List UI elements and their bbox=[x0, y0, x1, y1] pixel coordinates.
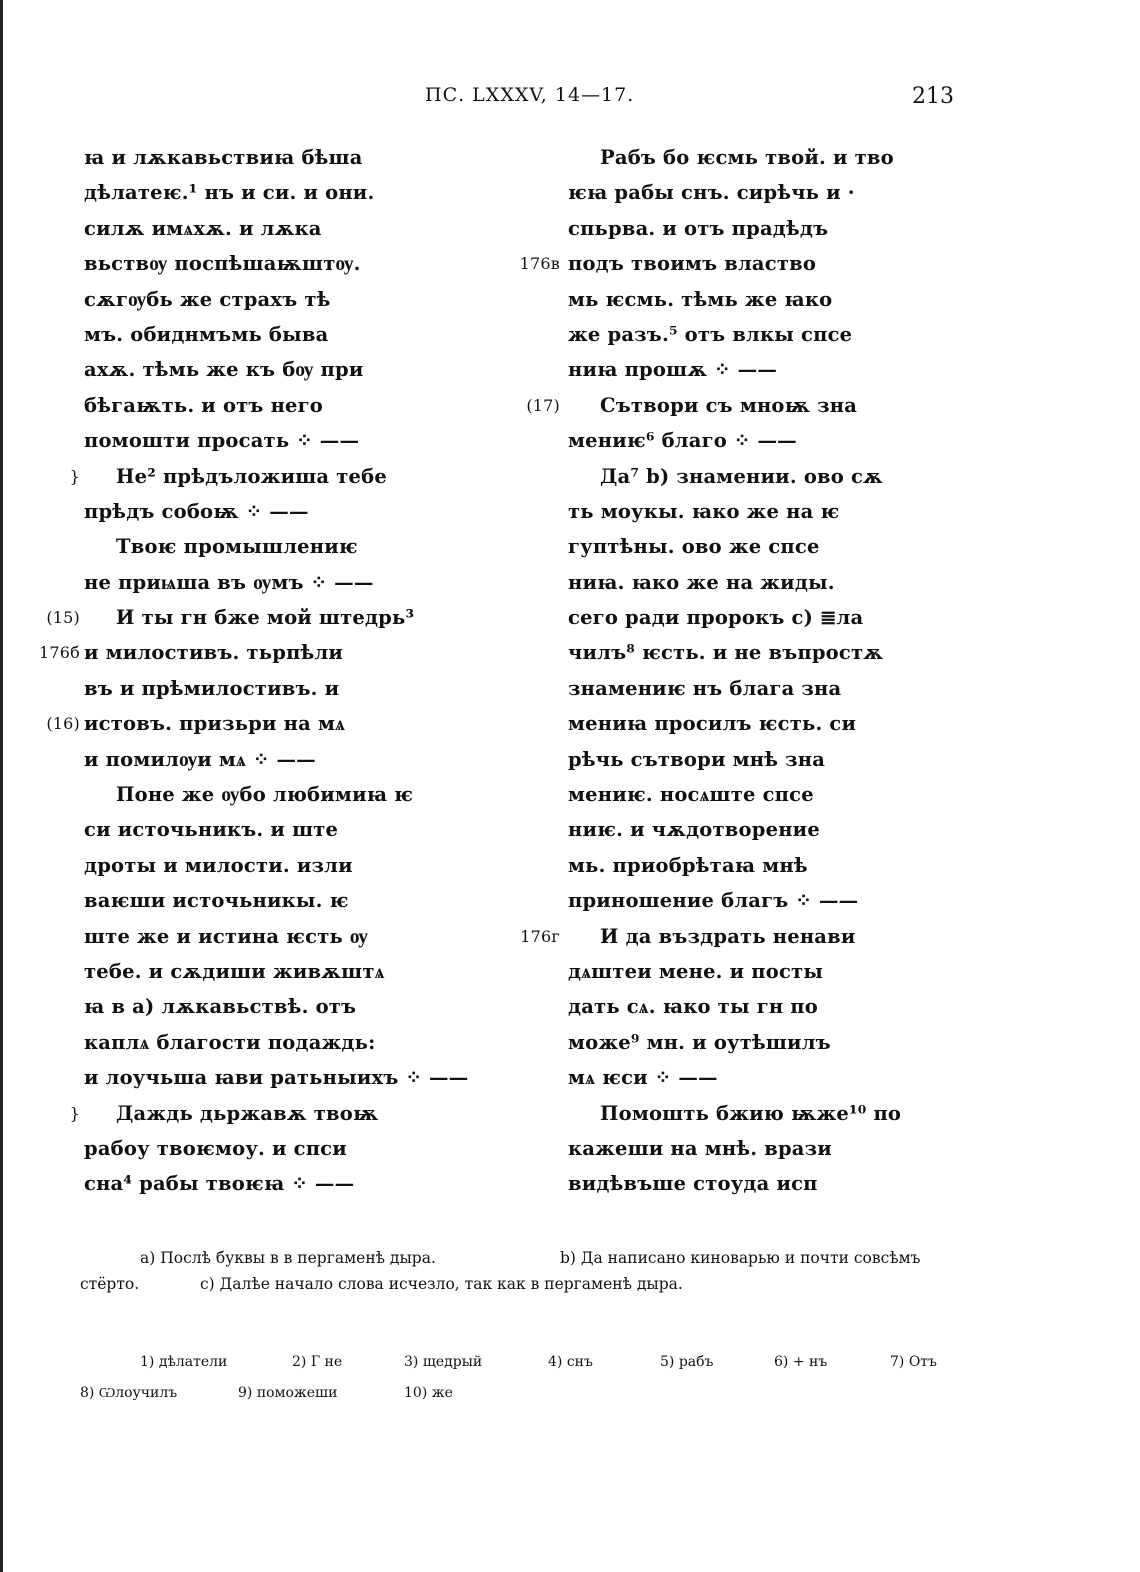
line-text: дроты и милости. изли bbox=[84, 853, 353, 877]
margin-marker: 176б bbox=[39, 643, 80, 663]
left-column-line bbox=[84, 246, 464, 281]
line-text: ꙗ и лѫкавьствиꙗ бѣша bbox=[84, 146, 363, 169]
right-column-line bbox=[520, 919, 908, 954]
line-text: видѣвъше стоуда исп bbox=[568, 1172, 818, 1196]
right-column-line bbox=[568, 317, 908, 352]
page-header bbox=[0, 84, 1140, 114]
left-column-line bbox=[84, 1025, 464, 1060]
right-column-line bbox=[568, 352, 908, 387]
running-title: ПС. LXXXV, 14—17. bbox=[425, 84, 635, 106]
right-column-line bbox=[568, 423, 908, 458]
line-text: може⁹ мн. и оутѣшилъ bbox=[568, 1030, 831, 1054]
line-text: ваѥши источьникы. ѥ bbox=[84, 889, 349, 913]
line-text: Рабъ бо ѥсмь твой. и тво bbox=[600, 146, 894, 169]
variant-5: 5) рабъ bbox=[660, 1354, 714, 1370]
line-text: ште же и истина ѥсть ѹ bbox=[84, 924, 369, 948]
line-text: вьствѹ поспѣшаѭштѹ. bbox=[84, 252, 361, 276]
footnote-b: b) Да написано киноварью и почти совсѣмъ bbox=[560, 1249, 921, 1267]
left-column-line bbox=[84, 883, 464, 918]
left-column-line bbox=[46, 706, 464, 741]
margin-marker: (17) bbox=[526, 395, 560, 415]
line-text: Сътвори съ мноѭ зна bbox=[600, 393, 858, 417]
line-text: Да⁷ b) знамении. ово сѫ bbox=[600, 464, 883, 488]
footnote-c: c) Далѣе начало слова исчезло, так как в пергаменѣ дыра. bbox=[200, 1275, 683, 1293]
right-column-line bbox=[568, 706, 908, 741]
left-column-line bbox=[84, 812, 464, 847]
line-text: И да въздрать ненави bbox=[600, 924, 856, 948]
left-column-line bbox=[84, 140, 464, 175]
line-text: и лоучьша ꙗви ратьныихъ ⁘ —— bbox=[84, 1066, 469, 1090]
left-column-line bbox=[84, 989, 464, 1024]
left-text-column bbox=[39, 140, 469, 1202]
line-text: ниꙗ прошѫ ⁘ —— bbox=[568, 358, 778, 382]
left-column-line bbox=[84, 282, 464, 317]
right-column-line bbox=[568, 494, 908, 529]
left-column-line bbox=[69, 1096, 464, 1131]
line-text: помошти просать ⁘ —— bbox=[84, 429, 360, 453]
right-text-column bbox=[519, 140, 908, 1202]
right-column-line bbox=[526, 388, 908, 423]
line-text: ѥꙗ рабы снъ. сирѣчь и · bbox=[568, 181, 855, 205]
line-text: мъ. обиднмъмь быва bbox=[84, 322, 329, 346]
right-column-line bbox=[568, 848, 908, 883]
variant-8: 8) Ѡлоучилъ bbox=[80, 1385, 178, 1401]
right-column-line bbox=[568, 282, 908, 317]
line-text: ниѥ. и чѫдотворение bbox=[568, 818, 820, 842]
line-text: же разъ.⁵ отъ влкы спсе bbox=[568, 322, 853, 346]
left-column-line bbox=[84, 919, 464, 954]
line-text: прѣдъ собоѭ ⁘ —— bbox=[84, 499, 309, 523]
line-text: бѣгаѭть. и отъ него bbox=[84, 393, 324, 417]
line-text: ниꙗ. ꙗко же на жиды. bbox=[568, 570, 835, 594]
line-text: сна⁴ рабы твоѥꙗ ⁘ —— bbox=[84, 1172, 355, 1196]
left-column-line bbox=[84, 423, 464, 458]
right-column-line bbox=[568, 175, 908, 210]
variant-3: 3) щедрый bbox=[404, 1354, 483, 1370]
line-text: не приѩша въ ѹмъ ⁘ —— bbox=[84, 570, 374, 594]
left-column-line bbox=[84, 1060, 469, 1095]
line-text: и помилѹи мѧ ⁘ —— bbox=[84, 747, 316, 771]
left-column-line bbox=[84, 388, 464, 423]
footnote-a: a) Послѣ буквы в в пергаменѣ дыра. bbox=[140, 1249, 436, 1267]
line-text: тебе. и сѫдиши живѫштѧ bbox=[84, 959, 385, 983]
left-column-line bbox=[84, 529, 464, 564]
line-text: мѧ ѥси ⁘ —— bbox=[568, 1066, 718, 1090]
left-column-line bbox=[84, 317, 464, 352]
margin-marker: (15) bbox=[46, 608, 80, 628]
line-text: и милостивъ. тьрпѣли bbox=[84, 641, 344, 665]
left-column-line bbox=[84, 175, 464, 210]
line-text: ахѫ. тѣмь же къ бѹ при bbox=[84, 358, 364, 382]
right-column-line bbox=[568, 777, 908, 812]
left-column-line bbox=[46, 600, 464, 635]
line-text: мениѥ⁶ благо ⁘ —— bbox=[568, 429, 797, 453]
line-text: Даждь дьржавѫ твоѭ bbox=[116, 1101, 379, 1125]
right-column-line bbox=[568, 989, 908, 1024]
line-text: си источьникъ. и ште bbox=[84, 818, 339, 842]
variant-10: 10) же bbox=[404, 1385, 453, 1401]
line-text: рѣчь сътвори мнѣ зна bbox=[568, 747, 826, 771]
line-text: истовъ. призьри на мѧ bbox=[84, 712, 346, 736]
left-column-line bbox=[84, 211, 464, 246]
right-column-line bbox=[568, 529, 908, 564]
line-text: дать сѧ. ꙗко ты гн по bbox=[568, 995, 818, 1019]
right-column-line bbox=[568, 600, 908, 635]
right-column-line bbox=[568, 742, 908, 777]
right-column-line bbox=[568, 1131, 908, 1166]
line-text: дѣлатеѥ.¹ нъ и си. и они. bbox=[84, 181, 375, 205]
line-text: подъ твоимъ властво bbox=[568, 252, 817, 276]
line-text: сего ради пророкъ c) ≣ла bbox=[568, 606, 864, 630]
left-column-line bbox=[39, 635, 464, 670]
right-column-line bbox=[568, 1060, 908, 1095]
variant-7: 7) Отъ bbox=[890, 1354, 937, 1370]
line-text: силѫ имѧхѫ. и лѫка bbox=[84, 216, 322, 240]
line-text: ꙗ в а) лѫкавьствѣ. отъ bbox=[84, 995, 357, 1019]
line-text: приношение благъ ⁘ —— bbox=[568, 889, 859, 913]
page-number: 213 bbox=[912, 84, 954, 109]
right-column-line bbox=[568, 812, 908, 847]
margin-marker: } bbox=[69, 466, 80, 486]
line-text: каплѧ благости подаждь: bbox=[84, 1030, 376, 1054]
margin-marker: } bbox=[69, 1103, 80, 1123]
variant-2: 2) Г не bbox=[292, 1354, 343, 1370]
right-column-line bbox=[568, 883, 908, 918]
line-text: И ты гн бже мой штедрь³ bbox=[116, 606, 415, 630]
variant-4: 4) снъ bbox=[548, 1354, 593, 1370]
left-column-line bbox=[69, 459, 464, 494]
right-column-line bbox=[519, 246, 908, 281]
left-column-line bbox=[84, 1131, 464, 1166]
line-text: знамениѥ нъ блага зна bbox=[568, 676, 842, 700]
left-column-line bbox=[84, 494, 464, 529]
variant-6: 6) + нъ bbox=[774, 1354, 828, 1370]
line-text: сѫгѹбь же страхъ тѣ bbox=[84, 287, 331, 311]
left-column-line bbox=[84, 848, 464, 883]
line-text: Не² прѣдъложиша тебе bbox=[116, 464, 387, 488]
right-column-line bbox=[568, 1096, 908, 1131]
line-text: мениѥ. носѧште спсе bbox=[568, 783, 814, 807]
line-text: Помошть бжию ѭже¹⁰ по bbox=[600, 1101, 902, 1125]
line-text: гуптѣны. ово же спсе bbox=[568, 535, 820, 559]
line-text: мь ѥсмь. тѣмь же ꙗко bbox=[568, 287, 833, 311]
right-column-line bbox=[568, 459, 908, 494]
line-text: ть моукы. ꙗко же на ѥ bbox=[568, 499, 840, 523]
line-text: Твоѥ промышлениѥ bbox=[116, 535, 358, 559]
line-text: мь. приобрѣтаꙗ мнѣ bbox=[568, 853, 808, 877]
left-column-line bbox=[84, 954, 464, 989]
left-column-line bbox=[84, 777, 464, 812]
right-column-line bbox=[568, 140, 908, 175]
line-text: дѧштеи мене. и посты bbox=[568, 959, 824, 983]
line-text: мениꙗ просилъ ѥсть. си bbox=[568, 712, 857, 736]
variant-1: 1) дѣлатели bbox=[140, 1354, 228, 1370]
left-column-line bbox=[84, 1166, 464, 1201]
right-column-line bbox=[568, 954, 908, 989]
left-column-line bbox=[84, 742, 464, 777]
right-column-line bbox=[568, 211, 908, 246]
page-edge-line bbox=[0, 0, 3, 1572]
margin-marker: 176в bbox=[519, 254, 560, 274]
line-text: въ и прѣмилостивъ. и bbox=[84, 676, 340, 700]
right-column-line bbox=[568, 1025, 908, 1060]
line-text: рабоу твоѥмоу. и спси bbox=[84, 1136, 347, 1160]
footnote-b-continuation: стёрто. bbox=[80, 1275, 140, 1293]
left-column-line bbox=[84, 352, 464, 387]
right-column-line bbox=[568, 1166, 908, 1201]
margin-marker: (16) bbox=[46, 714, 80, 734]
left-column-line bbox=[84, 565, 464, 600]
margin-marker: 176г bbox=[520, 926, 560, 946]
line-text: спьрва. и отъ прадѣдъ bbox=[568, 216, 829, 240]
line-text: Поне же ѹбо любимиꙗ ѥ bbox=[116, 783, 414, 807]
right-column-line bbox=[568, 635, 908, 670]
variant-9: 9) поможеши bbox=[238, 1385, 338, 1401]
left-column-line bbox=[84, 671, 464, 706]
right-column-line bbox=[568, 671, 908, 706]
right-column-line bbox=[568, 565, 908, 600]
line-text: кажеши на мнѣ. врази bbox=[568, 1136, 832, 1160]
line-text: чилъ⁸ ѥсть. и не въпростѫ bbox=[568, 641, 884, 665]
